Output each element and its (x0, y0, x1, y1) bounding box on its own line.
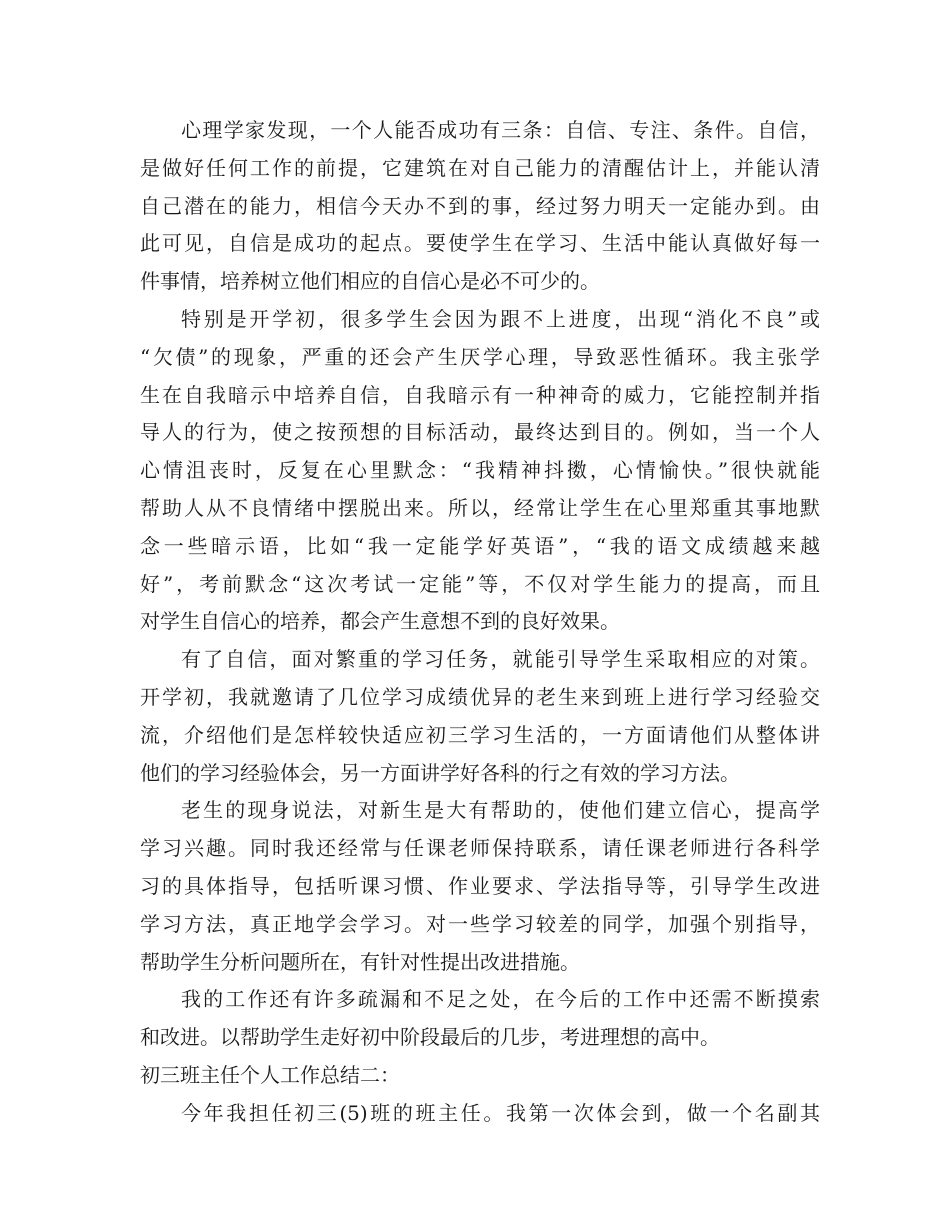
text-line: 他们的学习经验体会，另一方面讲学好各科的行之有效的学习方法。 (140, 760, 740, 785)
text-line: 和改进。以帮助学生走好初中阶段最后的几步，考进理想的高中。 (140, 1025, 720, 1050)
text-line: 好”，考前默念“这次考试一定能”等，不仅对学生能力的提高，而且 (140, 571, 820, 596)
text-line: 生在自我暗示中培养自信，自我暗示有一种神奇的威力，它能控制并指 (140, 382, 820, 407)
text-line: 帮助人从不良情绪中摆脱出来。所以，经常让学生在心里郑重其事地默 (140, 495, 820, 520)
text-line: 老生的现身说法，对新生是大有帮助的，使他们建立信心，提高学 (181, 798, 820, 823)
text-line: 学习方法，真正地学会学习。对一些学习较差的同学，加强个别指导， (140, 911, 820, 936)
text-line: 念一些暗示语，比如“我一定能学好英语”，“我的语文成绩越来越 (140, 533, 820, 558)
text-line: 帮助学生分析问题所在，有针对性提出改进措施。 (140, 949, 580, 974)
text-line: 我的工作还有许多疏漏和不足之处，在今后的工作中还需不断摸索 (181, 987, 820, 1012)
text-line: 特别是开学初，很多学生会因为跟不上进度，出现“消化不良”或 (181, 306, 820, 331)
section-heading: 初三班主任个人工作总结二： (140, 1062, 400, 1087)
text-line: 导人的行为，使之按预想的目标活动，最终达到目的。例如，当一个人 (140, 420, 820, 445)
text-line: 开学初，我就邀请了几位学习成绩优异的老生来到班上进行学习经验交 (140, 684, 820, 709)
text-line: 件事情，培养树立他们相应的自信心是必不可少的。 (140, 269, 600, 294)
text-line: 心理学家发现，一个人能否成功有三条：自信、专注、条件。自信， (181, 118, 820, 142)
text-line: 今年我担任初三(5)班的班主任。我第一次体会到，做一个名副其 (181, 1100, 820, 1125)
text-line: “欠债”的现象，严重的还会产生厌学心理，导致恶性循环。我主张学 (140, 344, 820, 369)
text-line: 心情沮丧时，反复在心里默念：“我精神抖擞，心情愉快。”很快就能 (140, 458, 820, 483)
text-line: 流，介绍他们是怎样较快适应初三学习生活的，一方面请他们从整体讲 (140, 722, 820, 747)
text-line: 自己潜在的能力，相信今天办不到的事，经过努力明天一定能办到。由 (140, 193, 820, 218)
text-line: 习的具体指导，包括听课习惯、作业要求、学法指导等，引导学生改进 (140, 873, 820, 898)
document-body (140, 112, 820, 1133)
text-line: 此可见，自信是成功的起点。要使学生在学习、生活中能认真做好每一 (140, 231, 820, 256)
text-line: 有了自信，面对繁重的学习任务，就能引导学生采取相应的对策。 (181, 647, 820, 672)
text-line: 学习兴趣。同时我还经常与任课老师保持联系，请任课老师进行各科学 (140, 836, 820, 861)
text-line: 对学生自信心的培养，都会产生意想不到的良好效果。 (140, 609, 620, 634)
text-line: 是做好任何工作的前提，它建筑在对自己能力的清醒估计上，并能认清 (140, 155, 820, 180)
